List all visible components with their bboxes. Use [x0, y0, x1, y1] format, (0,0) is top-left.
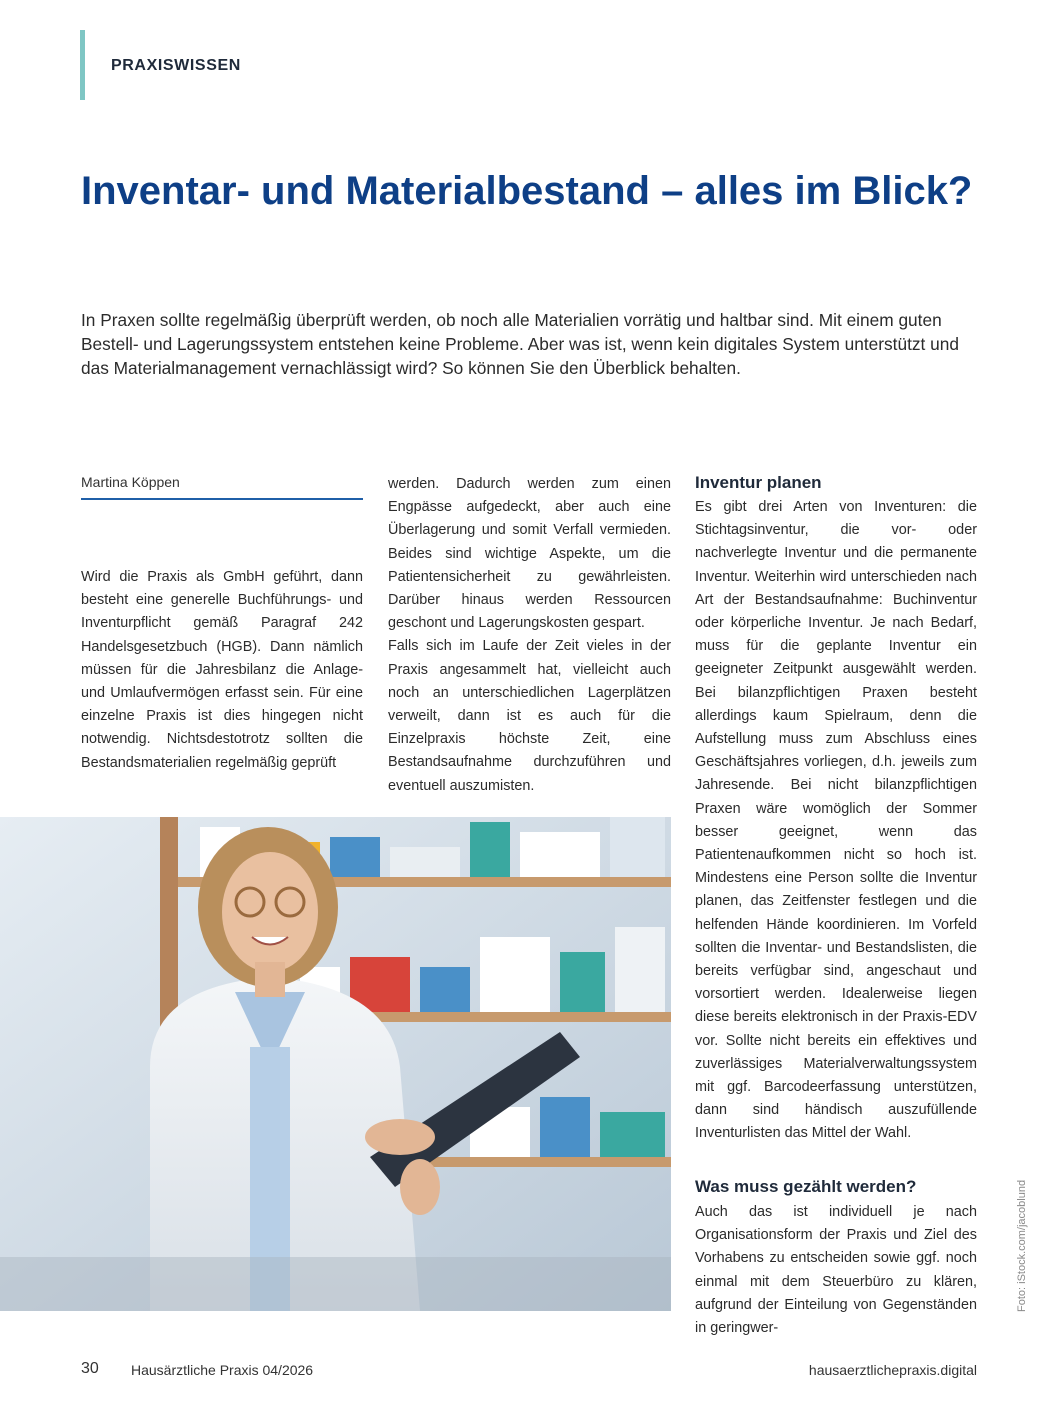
page-number: 30 — [81, 1360, 99, 1377]
subheading-was-muss-gezaehlt-werden: Was muss gezählt werden? — [695, 1177, 917, 1196]
photo-credit: Foto: iStock.com/jacoblund — [1016, 1179, 1028, 1312]
body-column-3 — [695, 496, 977, 1146]
article-photo — [0, 817, 671, 1311]
journal-issue: Hausärztliche Praxis 04/2026 — [131, 1362, 314, 1378]
article-title: Inventar- und Materialbestand – alles im Blick? — [81, 169, 973, 213]
body-column-3-continued — [695, 1201, 977, 1340]
article-lead: In Praxen sollte regelmäßig überprüft werden, ob noch alle Materialien vorrätig und haltbar sind. Mit einem guten Bestell- und Lagerungssystem entstehen keine Probleme. Aber was ist, wenn kein digitales System unterstützt und das Materialmanagement vernachlässigt wird? So können Sie den Überblick behalten. — [81, 310, 959, 378]
section-accent-bar — [80, 30, 85, 100]
body-column-2 — [388, 473, 671, 798]
author-divider — [81, 498, 363, 500]
author-name: Martina Köppen — [81, 474, 180, 490]
body-column-1 — [81, 566, 363, 775]
section-label: PRAXISWISSEN — [111, 57, 241, 74]
body-paragraph: Es gibt drei Arten von Inventuren: die Stichtagsinventur, die vor- oder nachverlegte Inventur und die permanente Inventur. Weiterhin wird unterschieden nach Art der Bestandsaufnahme: Buchinventur oder körperliche Inventur. Je nach Bedarf, muss für die geplante Inventur ein geeigneter Zeitpunkt ausgewählt werden. Bei bilanzpflichtigen Praxen besteht allerdings kaum Spielraum, denn die Aufstellung muss zum Abschluss eines Geschäftsjahres vorliegen, d.h. jeweils zum Jahresende. Bei nicht bilanzpflichtigen Praxen wäre womöglich der Sommer besser geeignet, wenn das Patientenaufkommen nicht so hoch ist. Mindestens eine Person sollte die Inventur planen, das Zeitfenster festlegen und die helfenden Hände koordinieren. Im Vorfeld sollten die Inventar- und Bestandslisten, die bereits verfügbar sind, angeschaut und vorsortiert werden. Idealerweise liegen diese bereits elektronisch in der Praxis-EDV vor. Sollte nicht bereits ein effektives und zuverlässiges Materialverwaltungssystem mit ggf. Barcodeerfassung unterstützen, dann sind händisch auszufüllende Inventurlisten das Mittel der Wahl. — [695, 499, 977, 1142]
body-paragraph: werden. Dadurch werden zum einen Engpässe aufgedeckt, aber auch eine Überlagerung und somit Verfall vermieden. Beides sind wichtige Aspekte, um die Patientensicherheit zu gewährleisten. Darüber hinaus werden Ressourcen geschont und Lagerungskosten gespart. — [388, 476, 671, 632]
body-paragraph: Wird die Praxis als GmbH geführt, dann besteht eine generelle Buchführungs- und Inventurpflicht gemäß Paragraf 242 Handelsgesetzbuch (HGB). Dann nämlich müssen für die Jahresbilanz die Anlage- und Umlaufvermögen erfasst sein. Für eine einzelne Praxis ist dies hingegen nicht notwendig. Nichtsdestotrotz sollten die Bestandsmaterialien regelmäßig geprüft — [81, 569, 363, 771]
subheading-inventur-planen: Inventur planen — [695, 473, 822, 492]
body-paragraph: Falls sich im Laufe der Zeit vieles in der Praxis angesammelt hat, vielleicht auch noch an unterschiedlichen Lagerplätzen verweilt, dann ist es auch für die Einzelpraxis höchste Zeit, eine Bestandsaufnahme durchzuführen und eventuell auszumisten. — [388, 638, 671, 794]
journal-website[interactable]: hausaerztlichepraxis.digital — [808, 1362, 977, 1378]
body-paragraph: Auch das ist individuell je nach Organisationsform der Praxis und Ziel des Vorhabens zu entscheiden sowie ggf. noch einmal mit dem Steuerbüro zu klären, aufgrund der Einteilung von Gegenständen in geringwer- — [695, 1204, 977, 1337]
